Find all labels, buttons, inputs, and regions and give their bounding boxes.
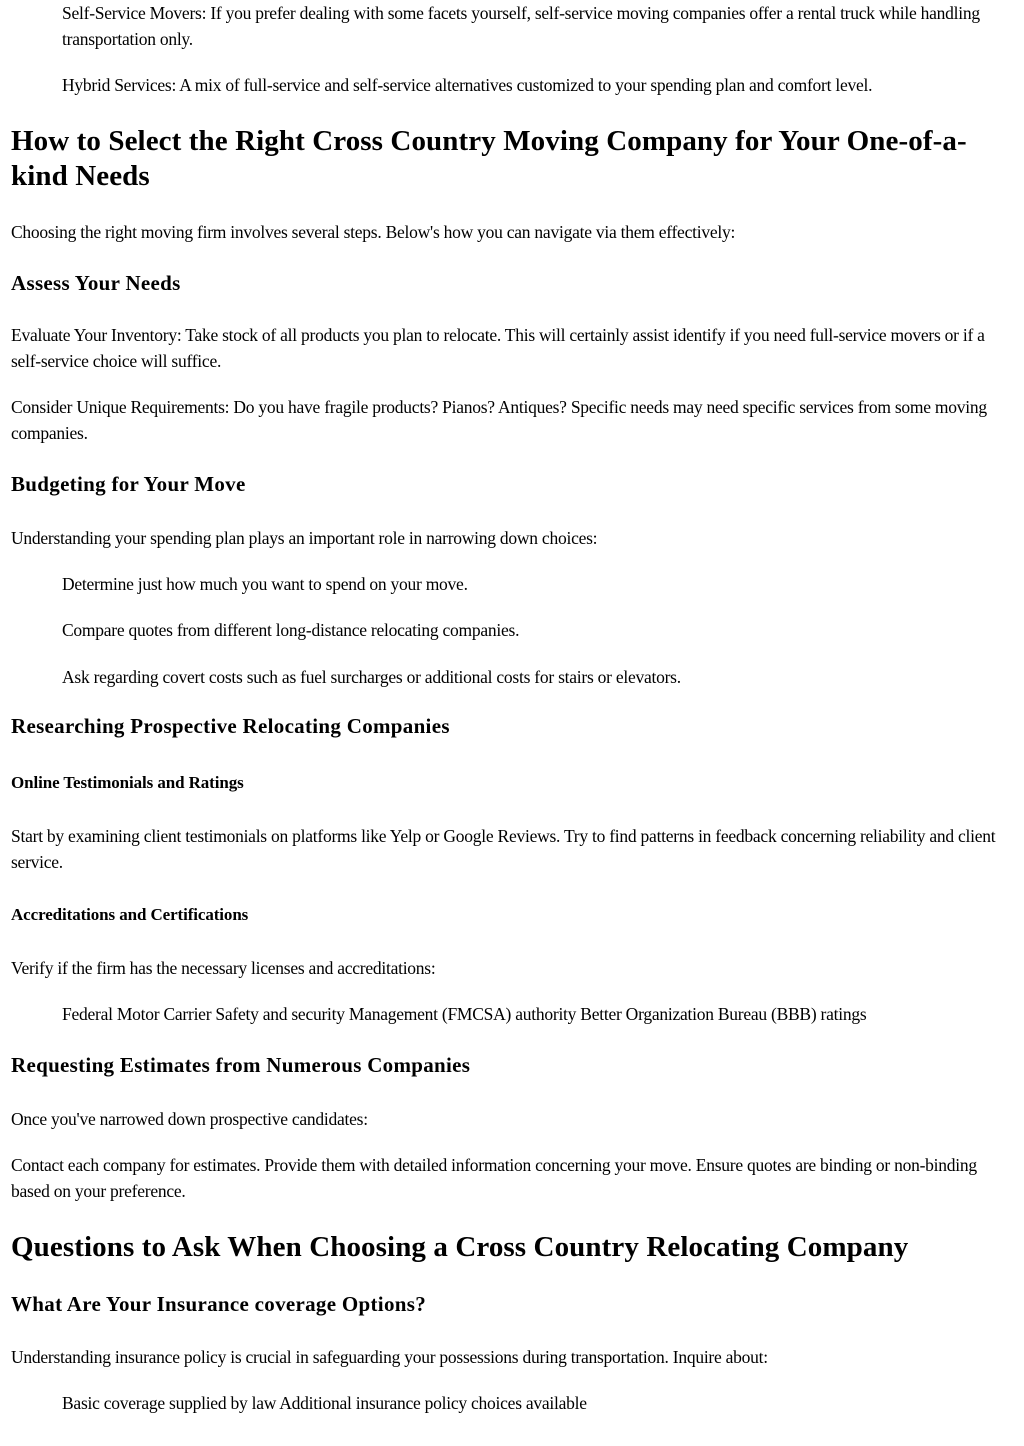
list-item-hybrid-services: Hybrid Services: A mix of full-service and self-service alternatives customized to your spending plan and comfort level.: [62, 75, 873, 95]
paragraph-budget-intro: Understanding your spending plan plays an important role in narrowing down choices:: [11, 528, 598, 548]
list-item-budget-hidden-costs: Ask regarding covert costs such as fuel surcharges or additional costs for stairs or elevators.: [62, 667, 681, 687]
list-item-accreditations: Federal Motor Carrier Safety and security Management (FMCSA) authority Better Organization Bureau (BBB) ratings: [62, 1004, 867, 1024]
heading-requesting-estimates: Requesting Estimates from Numerous Companies: [11, 1053, 471, 1077]
paragraph-estimates-intro: Once you've narrowed down prospective candidates:: [11, 1109, 368, 1129]
heading-assess-needs: Assess Your Needs: [11, 271, 181, 295]
heading-insurance-options: What Are Your Insurance coverage Options?: [11, 1292, 426, 1316]
paragraph-insurance-intro: Understanding insurance policy is crucial in safeguarding your possessions during transportation. Inquire about:: [11, 1347, 768, 1367]
heading-researching-companies: Researching Prospective Relocating Companies: [11, 714, 450, 738]
heading-budgeting: Budgeting for Your Move: [11, 472, 246, 496]
paragraph-contact-estimates: Contact each company for estimates. Provide them with detailed information concerning your move. Ensure quotes are binding or non-binding based on your preference.: [11, 1155, 977, 1201]
heading-accreditations: Accreditations and Certifications: [11, 905, 249, 924]
list-item-budget-compare: Compare quotes from different long-distance relocating companies.: [62, 620, 520, 640]
list-item-insurance-coverage: Basic coverage supplied by law Additional insurance policy choices available: [62, 1393, 587, 1413]
paragraph-accreditations-intro: Verify if the firm has the necessary licenses and accreditations:: [11, 958, 436, 978]
paragraph-evaluate-inventory: Evaluate Your Inventory: Take stock of all products you plan to relocate. This will certainly assist identify if you need full-service movers or if a self-service choice will suffice.: [11, 325, 985, 371]
paragraph-choosing-intro: Choosing the right moving firm involves several steps. Below's how you can navigate via them effectively:: [11, 222, 736, 242]
heading-online-testimonials: Online Testimonials and Ratings: [11, 773, 244, 792]
list-item-budget-determine: Determine just how much you want to spend on your move.: [62, 574, 468, 594]
paragraph-testimonials: Start by examining client testimonials on platforms like Yelp or Google Reviews. Try to find patterns in feedback concerning reliability and client service.: [11, 826, 996, 872]
heading-questions-to-ask: Questions to Ask When Choosing a Cross Country Relocating Company: [11, 1231, 909, 1263]
paragraph-unique-requirements: Consider Unique Requirements: Do you have fragile products? Pianos? Antiques? Specific needs may need specific services from some moving companies.: [11, 397, 987, 443]
heading-select-right-company: How to Select the Right Cross Country Moving Company for Your One-of-a-kind Needs: [11, 125, 967, 192]
list-item-self-service-movers: Self-Service Movers: If you prefer dealing with some facets yourself, self-service moving companies offer a rental truck while handling transportation only.: [62, 3, 980, 49]
